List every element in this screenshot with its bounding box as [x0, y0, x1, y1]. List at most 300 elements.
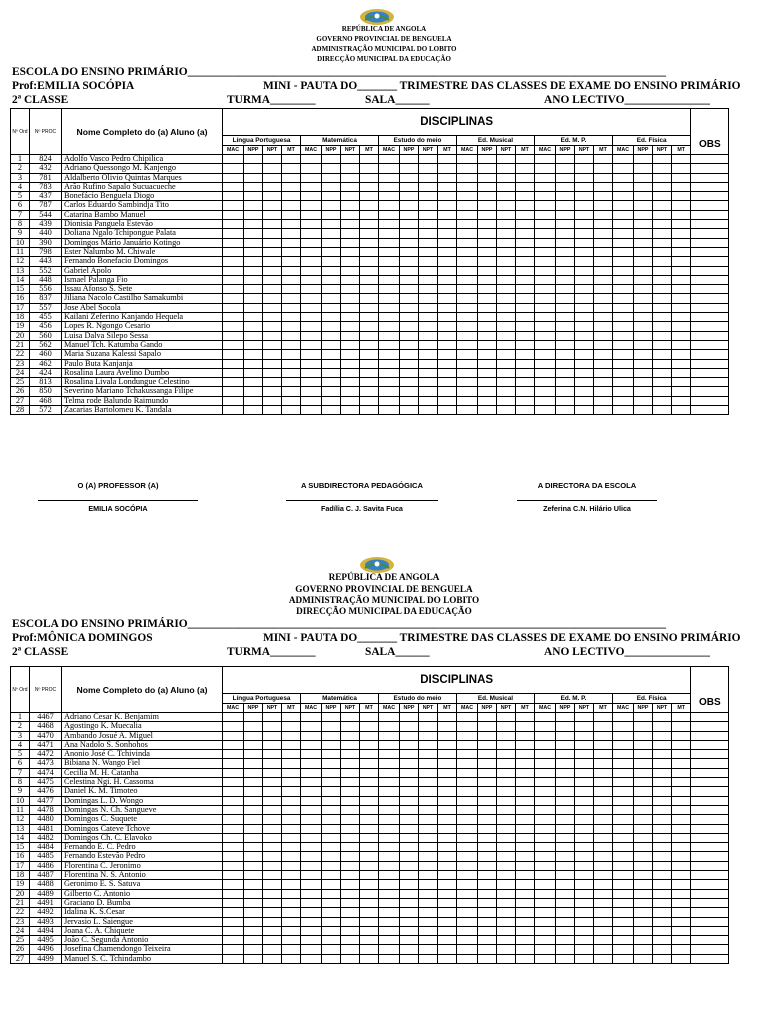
grade-cell-mac[interactable] [457, 908, 478, 917]
grade-cell-mt[interactable] [594, 815, 613, 824]
grade-cell-npt[interactable] [263, 787, 282, 796]
grade-cell-npt[interactable] [419, 294, 438, 303]
obs-cell[interactable] [691, 182, 729, 191]
grade-cell-mac[interactable] [613, 359, 634, 368]
grade-cell-mt[interactable] [360, 722, 379, 731]
grade-cell-npp[interactable] [634, 908, 653, 917]
grade-cell-mac[interactable] [457, 396, 478, 405]
grade-cell-mac[interactable] [535, 285, 556, 294]
grade-cell-npt[interactable] [341, 396, 360, 405]
grade-cell-npt[interactable] [497, 731, 516, 740]
grade-cell-npt[interactable] [575, 833, 594, 842]
grade-cell-mac[interactable] [379, 155, 400, 164]
grade-cell-npt[interactable] [419, 740, 438, 749]
grade-cell-mt[interactable] [438, 164, 457, 173]
grade-cell-npp[interactable] [478, 731, 497, 740]
grade-cell-mt[interactable] [516, 898, 535, 907]
obs-cell[interactable] [691, 155, 729, 164]
grade-cell-mt[interactable] [438, 387, 457, 396]
obs-cell[interactable] [691, 871, 729, 880]
grade-cell-mt[interactable] [360, 368, 379, 377]
grade-cell-mt[interactable] [672, 871, 691, 880]
grade-cell-npt[interactable] [653, 350, 672, 359]
grade-cell-npp[interactable] [244, 945, 263, 954]
grade-cell-mt[interactable] [438, 945, 457, 954]
grade-cell-npp[interactable] [556, 787, 575, 796]
obs-cell[interactable] [691, 192, 729, 201]
grade-cell-npt[interactable] [575, 331, 594, 340]
grade-cell-npp[interactable] [244, 387, 263, 396]
grade-cell-npp[interactable] [400, 173, 419, 182]
grade-cell-npp[interactable] [634, 350, 653, 359]
grade-cell-npt[interactable] [575, 210, 594, 219]
grade-cell-npt[interactable] [575, 368, 594, 377]
grade-cell-npt[interactable] [341, 238, 360, 247]
grade-cell-mac[interactable] [457, 257, 478, 266]
grade-cell-mt[interactable] [672, 238, 691, 247]
grade-cell-mac[interactable] [535, 843, 556, 852]
grade-cell-mac[interactable] [301, 192, 322, 201]
grade-cell-npp[interactable] [244, 238, 263, 247]
grade-cell-mt[interactable] [282, 936, 301, 945]
grade-cell-mt[interactable] [282, 406, 301, 415]
grade-cell-npt[interactable] [419, 787, 438, 796]
grade-cell-mac[interactable] [379, 359, 400, 368]
grade-cell-npt[interactable] [341, 220, 360, 229]
grade-cell-mac[interactable] [457, 740, 478, 749]
grade-cell-mt[interactable] [516, 182, 535, 191]
grade-cell-mt[interactable] [594, 871, 613, 880]
grade-cell-mac[interactable] [379, 220, 400, 229]
grade-cell-npp[interactable] [478, 359, 497, 368]
grade-cell-npt[interactable] [263, 229, 282, 238]
grade-cell-mac[interactable] [301, 313, 322, 322]
grade-cell-mac[interactable] [457, 182, 478, 191]
grade-cell-npt[interactable] [575, 871, 594, 880]
grade-cell-mt[interactable] [516, 303, 535, 312]
grade-cell-npt[interactable] [263, 889, 282, 898]
grade-cell-npt[interactable] [575, 936, 594, 945]
grade-cell-npp[interactable] [556, 396, 575, 405]
obs-cell[interactable] [691, 331, 729, 340]
grade-cell-mac[interactable] [301, 750, 322, 759]
grade-cell-mac[interactable] [457, 778, 478, 787]
grade-cell-mt[interactable] [438, 247, 457, 256]
grade-cell-mt[interactable] [438, 759, 457, 768]
grade-cell-mt[interactable] [672, 229, 691, 238]
grade-cell-mac[interactable] [223, 340, 244, 349]
grade-cell-npp[interactable] [322, 750, 341, 759]
grade-cell-npp[interactable] [322, 340, 341, 349]
grade-cell-mac[interactable] [223, 229, 244, 238]
grade-cell-npp[interactable] [322, 313, 341, 322]
grade-cell-npt[interactable] [263, 155, 282, 164]
grade-cell-npt[interactable] [419, 880, 438, 889]
grade-cell-npt[interactable] [497, 201, 516, 210]
grade-cell-npt[interactable] [575, 192, 594, 201]
grade-cell-npt[interactable] [263, 173, 282, 182]
grade-cell-mt[interactable] [360, 220, 379, 229]
grade-cell-mac[interactable] [457, 787, 478, 796]
grade-cell-mac[interactable] [613, 778, 634, 787]
grade-cell-mt[interactable] [282, 722, 301, 731]
grade-cell-npp[interactable] [556, 759, 575, 768]
grade-cell-npt[interactable] [497, 805, 516, 814]
grade-cell-mac[interactable] [535, 898, 556, 907]
grade-cell-mt[interactable] [438, 331, 457, 340]
grade-cell-npt[interactable] [263, 247, 282, 256]
grade-cell-mt[interactable] [672, 926, 691, 935]
grade-cell-mt[interactable] [594, 182, 613, 191]
grade-cell-mt[interactable] [438, 908, 457, 917]
grade-cell-npp[interactable] [400, 238, 419, 247]
grade-cell-npp[interactable] [322, 387, 341, 396]
grade-cell-npt[interactable] [653, 852, 672, 861]
grade-cell-npt[interactable] [653, 787, 672, 796]
grade-cell-npp[interactable] [322, 164, 341, 173]
grade-cell-npp[interactable] [322, 192, 341, 201]
grade-cell-npt[interactable] [263, 713, 282, 722]
grade-cell-npp[interactable] [322, 350, 341, 359]
grade-cell-npt[interactable] [419, 368, 438, 377]
grade-cell-npp[interactable] [400, 266, 419, 275]
grade-cell-mac[interactable] [223, 861, 244, 870]
grade-cell-npp[interactable] [634, 285, 653, 294]
grade-cell-npp[interactable] [322, 917, 341, 926]
grade-cell-mac[interactable] [379, 303, 400, 312]
grade-cell-npt[interactable] [341, 266, 360, 275]
grade-cell-mac[interactable] [223, 313, 244, 322]
grade-cell-mt[interactable] [672, 759, 691, 768]
grade-cell-mac[interactable] [301, 201, 322, 210]
grade-cell-mac[interactable] [535, 759, 556, 768]
grade-cell-mac[interactable] [379, 796, 400, 805]
grade-cell-npt[interactable] [341, 768, 360, 777]
grade-cell-npp[interactable] [244, 787, 263, 796]
grade-cell-mac[interactable] [379, 880, 400, 889]
grade-cell-mt[interactable] [438, 303, 457, 312]
grade-cell-mt[interactable] [516, 378, 535, 387]
grade-cell-mt[interactable] [360, 294, 379, 303]
grade-cell-npt[interactable] [497, 368, 516, 377]
grade-cell-npp[interactable] [634, 917, 653, 926]
grade-cell-mac[interactable] [301, 824, 322, 833]
grade-cell-mt[interactable] [516, 824, 535, 833]
grade-cell-mac[interactable] [535, 331, 556, 340]
grade-cell-mac[interactable] [613, 257, 634, 266]
grade-cell-mt[interactable] [360, 155, 379, 164]
grade-cell-mt[interactable] [594, 192, 613, 201]
grade-cell-npt[interactable] [497, 350, 516, 359]
obs-cell[interactable] [691, 833, 729, 842]
grade-cell-mac[interactable] [613, 750, 634, 759]
grade-cell-mt[interactable] [360, 331, 379, 340]
grade-cell-npt[interactable] [497, 313, 516, 322]
grade-cell-npp[interactable] [400, 303, 419, 312]
grade-cell-mt[interactable] [360, 889, 379, 898]
obs-cell[interactable] [691, 396, 729, 405]
grade-cell-mt[interactable] [516, 815, 535, 824]
grade-cell-mac[interactable] [457, 359, 478, 368]
grade-cell-mt[interactable] [282, 787, 301, 796]
grade-cell-npt[interactable] [419, 220, 438, 229]
grade-cell-mt[interactable] [516, 926, 535, 935]
grade-cell-npt[interactable] [419, 908, 438, 917]
grade-cell-mac[interactable] [301, 871, 322, 880]
grade-cell-mt[interactable] [438, 917, 457, 926]
grade-cell-npt[interactable] [263, 220, 282, 229]
grade-cell-mac[interactable] [223, 926, 244, 935]
grade-cell-mac[interactable] [457, 880, 478, 889]
grade-cell-mac[interactable] [301, 294, 322, 303]
grade-cell-npt[interactable] [575, 340, 594, 349]
grade-cell-npp[interactable] [244, 229, 263, 238]
grade-cell-npt[interactable] [653, 889, 672, 898]
grade-cell-npt[interactable] [653, 155, 672, 164]
grade-cell-mac[interactable] [457, 917, 478, 926]
grade-cell-npp[interactable] [478, 368, 497, 377]
grade-cell-mt[interactable] [438, 396, 457, 405]
grade-cell-mac[interactable] [535, 266, 556, 275]
grade-cell-npt[interactable] [653, 331, 672, 340]
grade-cell-npt[interactable] [497, 182, 516, 191]
grade-cell-mt[interactable] [672, 815, 691, 824]
grade-cell-mt[interactable] [282, 945, 301, 954]
grade-cell-npt[interactable] [419, 861, 438, 870]
grade-cell-mt[interactable] [282, 750, 301, 759]
grade-cell-npt[interactable] [419, 229, 438, 238]
grade-cell-npp[interactable] [400, 406, 419, 415]
grade-cell-mac[interactable] [535, 275, 556, 284]
obs-cell[interactable] [691, 861, 729, 870]
grade-cell-npp[interactable] [400, 275, 419, 284]
grade-cell-mt[interactable] [672, 303, 691, 312]
grade-cell-mt[interactable] [360, 313, 379, 322]
grade-cell-npt[interactable] [497, 722, 516, 731]
grade-cell-mac[interactable] [535, 889, 556, 898]
grade-cell-npt[interactable] [419, 387, 438, 396]
grade-cell-npt[interactable] [653, 722, 672, 731]
grade-cell-mt[interactable] [516, 285, 535, 294]
grade-cell-npp[interactable] [322, 182, 341, 191]
grade-cell-npt[interactable] [653, 313, 672, 322]
grade-cell-npp[interactable] [322, 331, 341, 340]
grade-cell-npt[interactable] [653, 815, 672, 824]
grade-cell-mt[interactable] [516, 852, 535, 861]
grade-cell-mt[interactable] [672, 155, 691, 164]
grade-cell-mac[interactable] [301, 340, 322, 349]
grade-cell-mac[interactable] [379, 164, 400, 173]
grade-cell-mac[interactable] [457, 722, 478, 731]
grade-cell-mac[interactable] [379, 378, 400, 387]
grade-cell-mac[interactable] [457, 303, 478, 312]
grade-cell-npp[interactable] [400, 750, 419, 759]
grade-cell-mac[interactable] [613, 787, 634, 796]
grade-cell-npp[interactable] [400, 322, 419, 331]
grade-cell-npp[interactable] [634, 750, 653, 759]
grade-cell-npp[interactable] [478, 945, 497, 954]
grade-cell-mac[interactable] [379, 285, 400, 294]
grade-cell-npp[interactable] [244, 285, 263, 294]
grade-cell-mt[interactable] [672, 740, 691, 749]
grade-cell-npp[interactable] [244, 378, 263, 387]
grade-cell-npp[interactable] [556, 229, 575, 238]
grade-cell-mac[interactable] [379, 192, 400, 201]
grade-cell-npt[interactable] [653, 926, 672, 935]
grade-cell-mac[interactable] [223, 787, 244, 796]
grade-cell-npp[interactable] [400, 768, 419, 777]
grade-cell-npp[interactable] [478, 740, 497, 749]
grade-cell-npp[interactable] [244, 164, 263, 173]
grade-cell-mt[interactable] [282, 796, 301, 805]
grade-cell-npp[interactable] [244, 340, 263, 349]
grade-cell-npt[interactable] [341, 229, 360, 238]
grade-cell-mt[interactable] [360, 182, 379, 191]
grade-cell-mt[interactable] [282, 898, 301, 907]
grade-cell-mac[interactable] [223, 889, 244, 898]
grade-cell-mac[interactable] [613, 155, 634, 164]
grade-cell-npt[interactable] [341, 824, 360, 833]
grade-cell-npt[interactable] [341, 871, 360, 880]
grade-cell-npp[interactable] [634, 340, 653, 349]
grade-cell-mac[interactable] [457, 331, 478, 340]
grade-cell-mac[interactable] [613, 396, 634, 405]
grade-cell-mac[interactable] [379, 889, 400, 898]
grade-cell-npp[interactable] [244, 815, 263, 824]
grade-cell-mt[interactable] [672, 201, 691, 210]
grade-cell-npp[interactable] [556, 182, 575, 191]
grade-cell-npp[interactable] [634, 713, 653, 722]
grade-cell-mac[interactable] [613, 815, 634, 824]
grade-cell-npt[interactable] [575, 750, 594, 759]
grade-cell-mac[interactable] [301, 220, 322, 229]
grade-cell-mt[interactable] [438, 936, 457, 945]
grade-cell-mac[interactable] [457, 815, 478, 824]
grade-cell-mac[interactable] [613, 192, 634, 201]
grade-cell-npp[interactable] [400, 778, 419, 787]
grade-cell-npp[interactable] [322, 220, 341, 229]
grade-cell-npt[interactable] [575, 945, 594, 954]
grade-cell-npp[interactable] [244, 805, 263, 814]
grade-cell-mt[interactable] [516, 880, 535, 889]
grade-cell-npt[interactable] [341, 387, 360, 396]
grade-cell-npp[interactable] [478, 238, 497, 247]
grade-cell-npt[interactable] [653, 750, 672, 759]
grade-cell-npt[interactable] [575, 787, 594, 796]
grade-cell-mt[interactable] [360, 936, 379, 945]
grade-cell-npp[interactable] [634, 229, 653, 238]
grade-cell-npt[interactable] [263, 871, 282, 880]
grade-cell-npt[interactable] [341, 740, 360, 749]
grade-cell-mac[interactable] [379, 936, 400, 945]
grade-cell-npp[interactable] [556, 313, 575, 322]
grade-cell-mt[interactable] [672, 880, 691, 889]
grade-cell-npt[interactable] [419, 871, 438, 880]
grade-cell-npt[interactable] [497, 833, 516, 842]
grade-cell-mt[interactable] [594, 387, 613, 396]
grade-cell-mac[interactable] [613, 880, 634, 889]
grade-cell-npt[interactable] [653, 294, 672, 303]
grade-cell-mt[interactable] [672, 322, 691, 331]
grade-cell-npt[interactable] [341, 861, 360, 870]
grade-cell-mt[interactable] [594, 257, 613, 266]
grade-cell-mt[interactable] [672, 192, 691, 201]
grade-cell-mac[interactable] [613, 898, 634, 907]
grade-cell-mt[interactable] [594, 313, 613, 322]
grade-cell-npp[interactable] [244, 406, 263, 415]
grade-cell-mac[interactable] [301, 275, 322, 284]
obs-cell[interactable] [691, 945, 729, 954]
grade-cell-mac[interactable] [535, 824, 556, 833]
grade-cell-mac[interactable] [223, 406, 244, 415]
grade-cell-npp[interactable] [634, 322, 653, 331]
grade-cell-npp[interactable] [556, 285, 575, 294]
grade-cell-mt[interactable] [438, 871, 457, 880]
grade-cell-npt[interactable] [497, 861, 516, 870]
grade-cell-mt[interactable] [594, 210, 613, 219]
obs-cell[interactable] [691, 322, 729, 331]
grade-cell-npt[interactable] [497, 331, 516, 340]
grade-cell-npt[interactable] [419, 182, 438, 191]
grade-cell-mt[interactable] [594, 322, 613, 331]
grade-cell-npt[interactable] [419, 722, 438, 731]
obs-cell[interactable] [691, 917, 729, 926]
grade-cell-npp[interactable] [556, 805, 575, 814]
grade-cell-npt[interactable] [497, 406, 516, 415]
grade-cell-mt[interactable] [282, 238, 301, 247]
grade-cell-mac[interactable] [379, 945, 400, 954]
grade-cell-npt[interactable] [263, 266, 282, 275]
grade-cell-mt[interactable] [594, 331, 613, 340]
grade-cell-npt[interactable] [497, 229, 516, 238]
grade-cell-mt[interactable] [516, 368, 535, 377]
grade-cell-mac[interactable] [379, 257, 400, 266]
grade-cell-mac[interactable] [301, 796, 322, 805]
grade-cell-mt[interactable] [516, 340, 535, 349]
grade-cell-mt[interactable] [516, 787, 535, 796]
grade-cell-mac[interactable] [613, 340, 634, 349]
grade-cell-mt[interactable] [438, 843, 457, 852]
grade-cell-npp[interactable] [400, 331, 419, 340]
grade-cell-mac[interactable] [535, 359, 556, 368]
grade-cell-mac[interactable] [457, 294, 478, 303]
grade-cell-mac[interactable] [223, 768, 244, 777]
grade-cell-mac[interactable] [223, 731, 244, 740]
grade-cell-mac[interactable] [535, 229, 556, 238]
grade-cell-npt[interactable] [575, 778, 594, 787]
grade-cell-mt[interactable] [672, 917, 691, 926]
grade-cell-npt[interactable] [575, 275, 594, 284]
grade-cell-mac[interactable] [457, 824, 478, 833]
grade-cell-npt[interactable] [341, 843, 360, 852]
grade-cell-npp[interactable] [400, 908, 419, 917]
grade-cell-mt[interactable] [672, 173, 691, 182]
grade-cell-npp[interactable] [244, 926, 263, 935]
grade-cell-npt[interactable] [341, 750, 360, 759]
grade-cell-npp[interactable] [322, 945, 341, 954]
grade-cell-npp[interactable] [634, 926, 653, 935]
grade-cell-mt[interactable] [672, 722, 691, 731]
grade-cell-npt[interactable] [341, 303, 360, 312]
grade-cell-mt[interactable] [594, 740, 613, 749]
grade-cell-mt[interactable] [516, 155, 535, 164]
grade-cell-mac[interactable] [613, 275, 634, 284]
grade-cell-mac[interactable] [535, 713, 556, 722]
grade-cell-mac[interactable] [457, 229, 478, 238]
obs-cell[interactable] [691, 740, 729, 749]
grade-cell-npt[interactable] [653, 220, 672, 229]
grade-cell-mac[interactable] [457, 796, 478, 805]
